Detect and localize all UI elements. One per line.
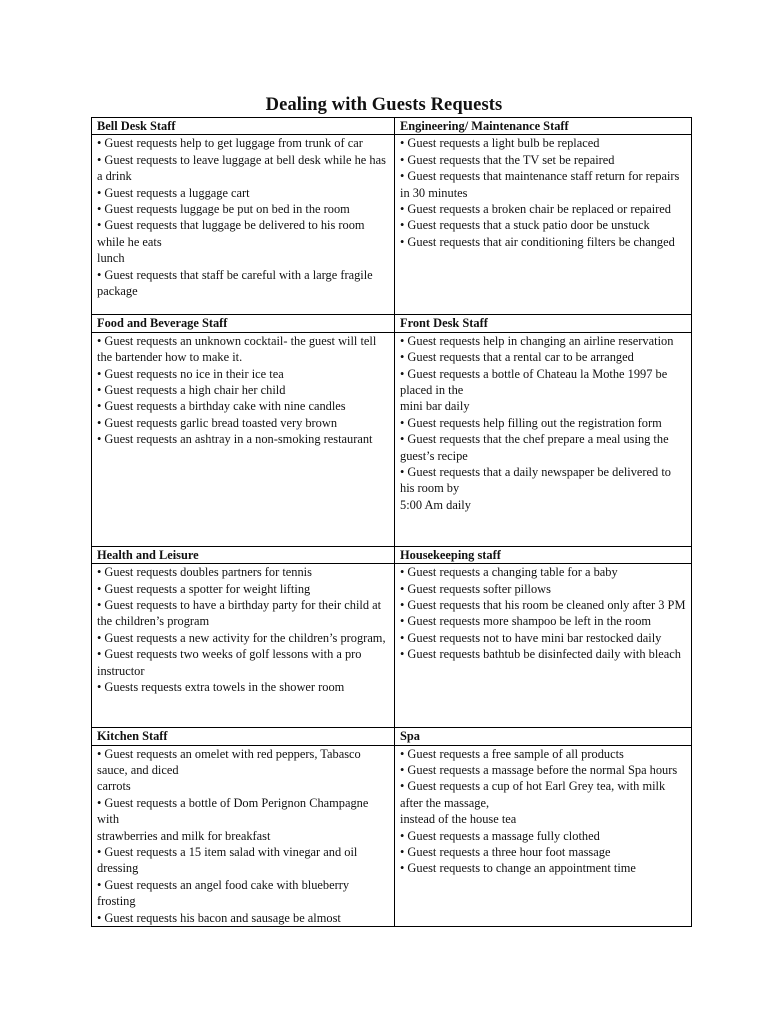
request-item: • Guest requests help filling out the registration form <box>400 415 662 430</box>
request-item: • Guest requests a light bulb be replaced <box>400 136 600 151</box>
request-item: mini bar daily <box>400 399 470 414</box>
section-body-row <box>92 135 692 315</box>
section-body-row <box>92 564 692 728</box>
request-item: 5:00 Am daily <box>400 497 471 512</box>
request-item: • Guest requests his bacon and sausage be almost <box>97 910 341 925</box>
section-header-row <box>92 728 692 745</box>
request-item: • Guest requests luggage be put on bed in the room <box>97 202 350 217</box>
request-list-housekeeping <box>395 564 692 728</box>
request-item: • Guest requests a bottle of Chateau la Mothe 1997 be placed in the <box>400 366 668 398</box>
section-body-row <box>92 745 692 926</box>
request-list-kitchen <box>92 745 395 926</box>
request-item: • Guest requests a high chair her child <box>97 383 286 398</box>
request-item: • Guest requests that a stuck patio door be unstuck <box>400 218 650 233</box>
section-heading-housekeeping: Housekeeping staff <box>395 546 692 563</box>
request-item: • Guest requests more shampoo be left in the room <box>400 614 652 629</box>
section-heading-kitchen: Kitchen Staff <box>92 728 395 745</box>
request-item: • Guest requests to leave luggage at bell desk while he has a drink <box>97 152 386 184</box>
request-item: carrots <box>97 779 131 794</box>
section-heading-bell-desk: Bell Desk Staff <box>92 118 395 135</box>
request-item: strawberries and milk for breakfast <box>97 828 271 843</box>
section-heading-front-desk: Front Desk Staff <box>395 315 692 332</box>
request-list-engineering <box>395 135 692 315</box>
request-item: • Guest requests an omelet with red peppers, Tabasco sauce, and diced <box>97 746 361 778</box>
request-item: • Guest requests that air conditioning filters be changed <box>400 234 675 249</box>
request-item: • Guest requests that luggage be delivered to his room while he eats <box>97 218 365 249</box>
request-item: • Guest requests an unknown cocktail- the guest will tell the bartender how to make it. <box>97 333 377 365</box>
request-item: • Guest requests that a rental car to be arranged <box>400 350 634 365</box>
section-heading-food-beverage: Food and Beverage Staff <box>92 315 395 332</box>
request-list-front-desk <box>395 332 692 546</box>
section-heading-spa: Spa <box>395 728 692 745</box>
request-item: • Guest requests that a daily newspaper be delivered to his room by <box>400 465 671 496</box>
request-list-bell-desk <box>92 135 395 315</box>
request-item: • Guest requests a bottle of Dom Perignon Champagne with <box>97 795 369 827</box>
request-list-health-leisure <box>92 564 395 728</box>
request-item: • Guest requests a changing table for a baby <box>400 565 618 580</box>
request-item: • Guest requests that his room be cleaned only after 3 PM <box>400 598 686 613</box>
request-item: • Guest requests two weeks of golf lessons with a pro instructor <box>97 647 362 678</box>
section-header-row <box>92 118 692 135</box>
request-item: • Guest requests an angel food cake with blueberry frosting <box>97 877 350 909</box>
request-item: lunch <box>97 251 125 266</box>
request-item: • Guest requests not to have mini bar restocked daily <box>400 630 662 645</box>
section-heading-engineering: Engineering/ Maintenance Staff <box>395 118 692 135</box>
section-header-row <box>92 546 692 563</box>
request-item: • Guest requests a new activity for the children’s program, <box>97 630 386 645</box>
request-item: • Guest requests no ice in their ice tea <box>97 366 284 381</box>
section-heading-health-leisure: Health and Leisure <box>92 546 395 563</box>
section-body-row <box>92 332 692 546</box>
request-item: • Guest requests bathtub be disinfected daily with bleach <box>400 647 681 662</box>
request-item: • Guest requests help to get luggage from trunk of car <box>97 136 363 151</box>
section-header-row <box>92 315 692 332</box>
request-item: • Guest requests a massage fully clothed <box>400 828 600 843</box>
request-item: • Guest requests a birthday cake with nine candles <box>97 399 346 414</box>
request-item: • Guest requests a spotter for weight lifting <box>97 581 311 596</box>
request-item: • Guest requests a massage before the normal Spa hours <box>400 763 678 778</box>
request-item: • Guests requests extra towels in the shower room <box>97 680 345 695</box>
request-item: • Guest requests that staff be careful with a large fragile package <box>97 267 373 299</box>
page-title: Dealing with Guests Requests <box>265 95 503 115</box>
request-item: instead of the house tea <box>400 812 517 827</box>
request-item: • Guest requests that the chef prepare a meal using the guest’s recipe <box>400 432 669 463</box>
request-list-spa <box>395 745 692 926</box>
request-item: • Guest requests a three hour foot massage <box>400 845 611 860</box>
request-item: • Guest requests garlic bread toasted very brown <box>97 415 338 430</box>
request-item: • Guest requests help in changing an airline reservation <box>400 333 674 348</box>
request-list-food-beverage <box>92 332 395 546</box>
request-item: • Guest requests a free sample of all products <box>400 746 624 761</box>
request-item: • Guest requests to have a birthday party for their child at the children’s program <box>97 598 382 629</box>
request-item: • Guest requests to change an appointment time <box>400 861 636 876</box>
request-item: • Guest requests a cup of hot Earl Grey tea, with milk after the massage, <box>400 779 666 810</box>
request-item: • Guest requests that maintenance staff return for repairs in 30 minutes <box>400 169 680 200</box>
request-item: • Guest requests a broken chair be replaced or repaired <box>400 202 671 217</box>
request-item: • Guest requests softer pillows <box>400 581 551 596</box>
request-item: • Guest requests an ashtray in a non-smoking restaurant <box>97 432 373 447</box>
request-item: • Guest requests a luggage cart <box>97 185 250 200</box>
request-item: • Guest requests doubles partners for tennis <box>97 565 312 580</box>
request-item: • Guest requests that the TV set be repaired <box>400 152 615 167</box>
requests-table <box>91 117 692 927</box>
request-item: • Guest requests a 15 item salad with vinegar and oil dressing <box>97 845 358 876</box>
